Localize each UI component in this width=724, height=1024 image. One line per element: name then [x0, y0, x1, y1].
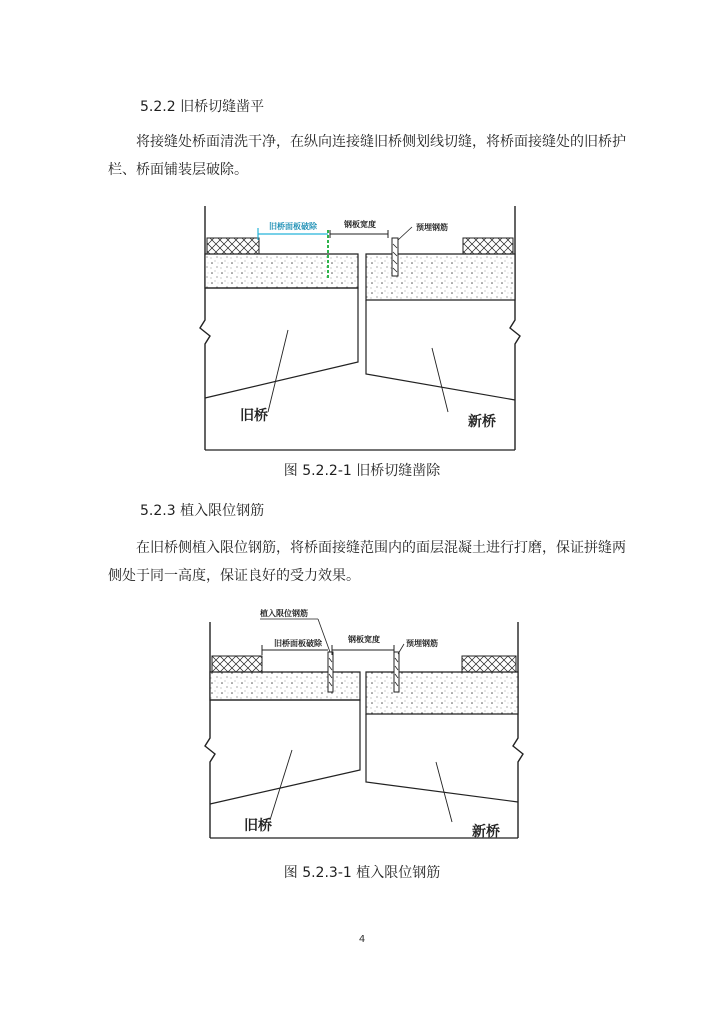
label-new-bridge: 新桥 — [468, 414, 496, 430]
figure-caption-1: 图 5.2.2-1 旧桥切缝凿除 — [283, 463, 441, 479]
paragraph-text: 在旧桥侧植入限位钢筋，将桥面接缝范围内的面层混凝土进行打磨，保证拼缝两侧处于同一高度，保证良好的受力效果。 — [108, 540, 626, 584]
new-girder — [366, 300, 515, 400]
label-planted-rebar: 植入限位钢筋 — [260, 609, 308, 618]
label-embedded-rebar: 预埋钢筋 — [406, 639, 438, 648]
section-heading-5-2-2: 5.2.2 旧桥切缝凿平 — [140, 99, 265, 115]
paragraph-text: 将接缝处桥面清洗干净，在纵向连接缝旧桥侧划线切缝，将桥面接缝处的旧桥护栏、桥面铺装层破除。 — [108, 134, 626, 178]
figure-caption-2: 图 5.2.3-1 植入限位钢筋 — [283, 865, 441, 881]
section-heading-5-2-3: 5.2.3 植入限位钢筋 — [140, 503, 265, 519]
label-new-bridge: 新桥 — [472, 824, 500, 840]
new-girder — [366, 714, 518, 802]
new-railing — [463, 238, 513, 254]
old-girder — [210, 700, 360, 804]
section-paragraph-5-2-3 — [108, 534, 628, 590]
old-deck-paving — [205, 254, 358, 288]
old-railing — [207, 238, 259, 254]
planted-rebar-diagram — [180, 600, 540, 852]
planted-rebar-mark — [328, 652, 333, 692]
left-boundary-line — [205, 622, 215, 838]
label-old-bridge: 旧桥 — [240, 408, 268, 424]
old-deck-paving — [210, 672, 360, 700]
new-deck-paving — [366, 254, 515, 300]
label-removal: 旧桥面板破除 — [274, 639, 322, 648]
label-old-bridge: 旧桥 — [244, 818, 272, 834]
old-railing — [212, 656, 262, 672]
section-paragraph-5-2-2 — [108, 128, 628, 184]
page-number: 4 — [358, 934, 366, 945]
label-removal: 旧桥面板破除 — [269, 222, 317, 231]
new-deck-paving — [366, 672, 518, 714]
label-plate-width: 钢板宽度 — [344, 220, 376, 229]
right-boundary-line — [513, 622, 523, 838]
embedded-rebar-mark — [394, 652, 399, 692]
old-girder — [205, 288, 358, 398]
new-railing — [462, 656, 516, 672]
label-plate-width: 钢板宽度 — [348, 635, 380, 644]
bridge-joint-cut-diagram — [180, 200, 540, 456]
label-embedded-rebar: 预埋钢筋 — [416, 223, 448, 232]
